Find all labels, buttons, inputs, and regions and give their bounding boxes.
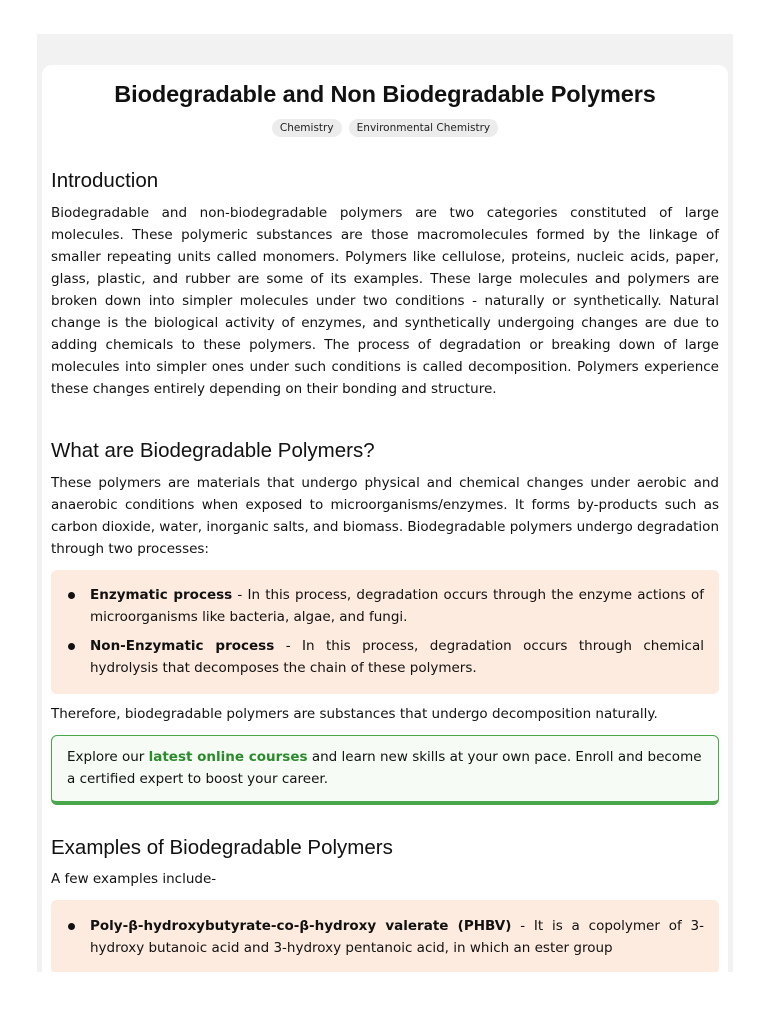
process-desc: - In this process, degradation occurs through chemical hydrolysis that decomposes the chain of these polymers. — [90, 638, 704, 676]
bullet-icon — [68, 923, 75, 930]
introduction-heading: Introduction — [51, 169, 159, 192]
promo-text — [67, 746, 703, 790]
processes-callout — [51, 570, 719, 694]
processes-list — [66, 584, 704, 679]
process-term: Non-Enzymatic process — [90, 638, 275, 654]
conclusion-paragraph: Therefore, biodegradable polymers are substances that undergo decomposition naturally. — [51, 706, 658, 722]
page-title: Biodegradable and Non Biodegradable Polymers — [114, 81, 656, 107]
what-are-paragraph: These polymers are materials that undergo physical and chemical changes under aerobic and anaerobic conditions when exposed to microorganisms/enzymes. It forms by-products such as carbon dioxide, water, inorganic salts, and biomass. Biodegradable polymers undergo degradation through two processes: — [51, 475, 719, 557]
process-desc: - In this process, degradation occurs through the enzyme actions of microorganisms like bacteria, algae, and fungi. — [90, 587, 704, 625]
examples-intro: A few examples include- — [51, 871, 217, 887]
promo-after: and learn new skills at your own pace. Enroll and become a certified expert to boost your career. — [67, 749, 702, 787]
bullet-icon — [68, 592, 75, 599]
promo-before: Explore our — [67, 749, 149, 765]
example-desc: - It is a copolymer of 3-hydroxy butanoic acid and 3-hydroxy pentanoic acid, in which an ester group — [90, 918, 704, 956]
introduction-paragraph: Biodegradable and non-biodegradable polymers are two categories constituted of large molecules. These polymeric substances are those macromolecules formed by the linkage of smaller repeating units called monomers. Polymers like cellulose, proteins, nucleic acids, paper, glass, plastic, and rubber are some of its examples. These large molecules and polymers are broken down into simpler molecules under two conditions - naturally or synthetically. Natural change is the biological activity of enzymes, and synthetically undergoing changes are due to adding chemicals to these polymers. The process of degradation or breaking down of large molecules into simpler ones under such conditions is called decomposition. Polymers experience these changes entirely depending on their bonding and structure. — [51, 205, 719, 397]
list-item — [66, 915, 704, 959]
example-term: Poly-β-hydroxybutyrate-co-β-hydroxy valerate (PHBV) — [90, 918, 512, 934]
examples-heading: Examples of Biodegradable Polymers — [51, 836, 393, 859]
bullet-icon — [68, 643, 75, 650]
examples-callout — [51, 900, 719, 972]
tag-list — [51, 116, 719, 137]
examples-list — [66, 915, 704, 959]
process-term: Enzymatic process — [90, 587, 233, 603]
list-item — [66, 584, 704, 628]
list-item — [66, 635, 704, 679]
courses-link[interactable]: latest online courses — [148, 749, 308, 765]
promo-callout — [51, 735, 719, 805]
tag-chemistry[interactable]: Chemistry — [272, 119, 342, 137]
what-are-heading: What are Biodegradable Polymers? — [51, 439, 375, 462]
tag-environmental-chemistry[interactable]: Environmental Chemistry — [349, 119, 498, 137]
article-card — [42, 65, 728, 972]
page-background — [37, 34, 733, 972]
